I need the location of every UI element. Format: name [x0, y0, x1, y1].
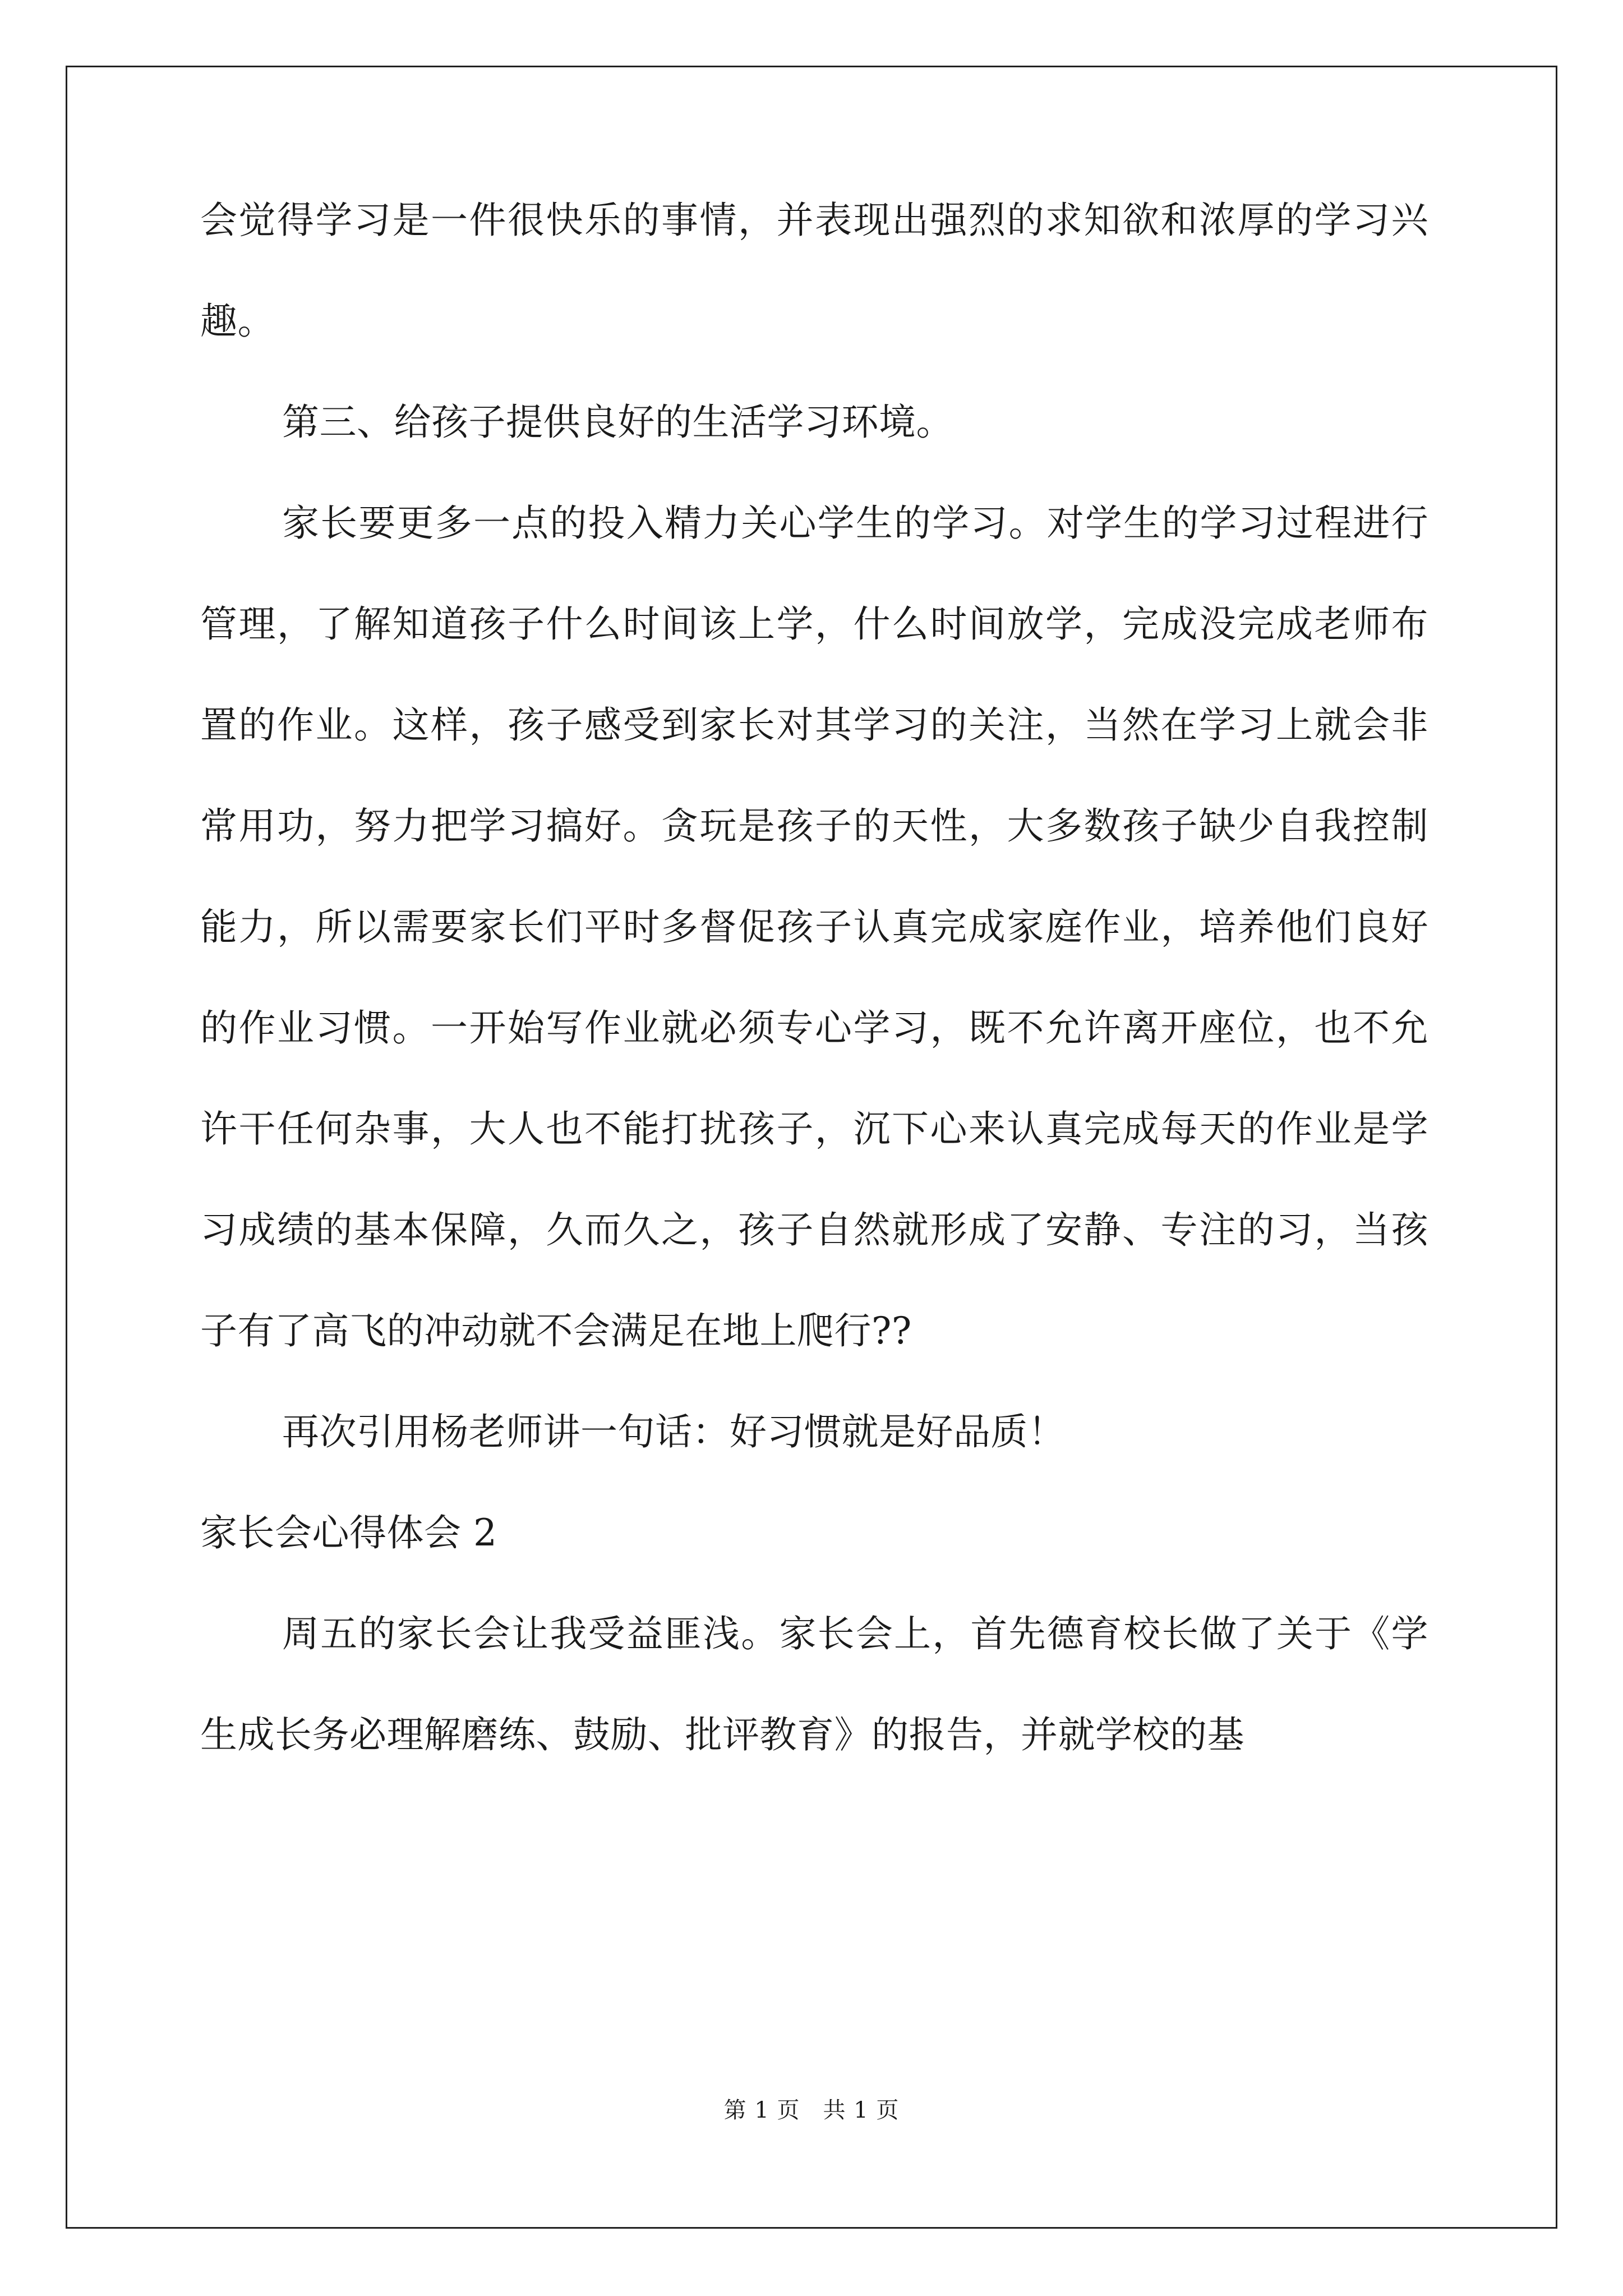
paragraph-1: 会觉得学习是一件很快乐的事情，并表现出强烈的求知欲和浓厚的学习兴趣。 — [200, 199, 1428, 343]
paragraph-4: 再次引用杨老师讲一句话：好习惯就是好品质！ — [282, 1410, 1066, 1453]
section-title: 家长会心得体会 2 — [200, 1511, 497, 1554]
document-body — [200, 199, 1428, 1786]
page-footer: 第 1 页 共 1 页 — [723, 2097, 900, 2123]
paragraph-2: 第三、给孩子提供良好的生活学习环境。 — [282, 401, 953, 444]
paragraph-5: 周五的家长会让我受益匪浅。家长会上，首先德育校长做了关于《学生成长务必理解磨练、鼓励、批评教育》的报告，并就学校的基 — [200, 1612, 1428, 1756]
paragraph-3: 家长要更多一点的投入精力关心学生的学习。对学生的学习过程进行管理，了解知道孩子什么时间该上学，什么时间放学，完成没完成老师布置的作业。这样，孩子感受到家长对其学习的关注，当然在学习上就会非常用功，努力把学习搞好。贪玩是孩子的天性，大多数孩子缺少自我控制能力，所以需要家长们平时多督促孩子认真完成家庭作业，培养他们良好的作业习惯。一开始写作业就必须专心学习，既不允许离开座位，也不允许干任何杂事，大人也不能打扰孩子，沉下心来认真完成每天的作业是学习成绩的基本保障，久而久之，孩子自然就形成了安静、专注的习，当孩子有了高飞的冲动就不会满足在地上爬行?? — [200, 501, 1428, 1352]
